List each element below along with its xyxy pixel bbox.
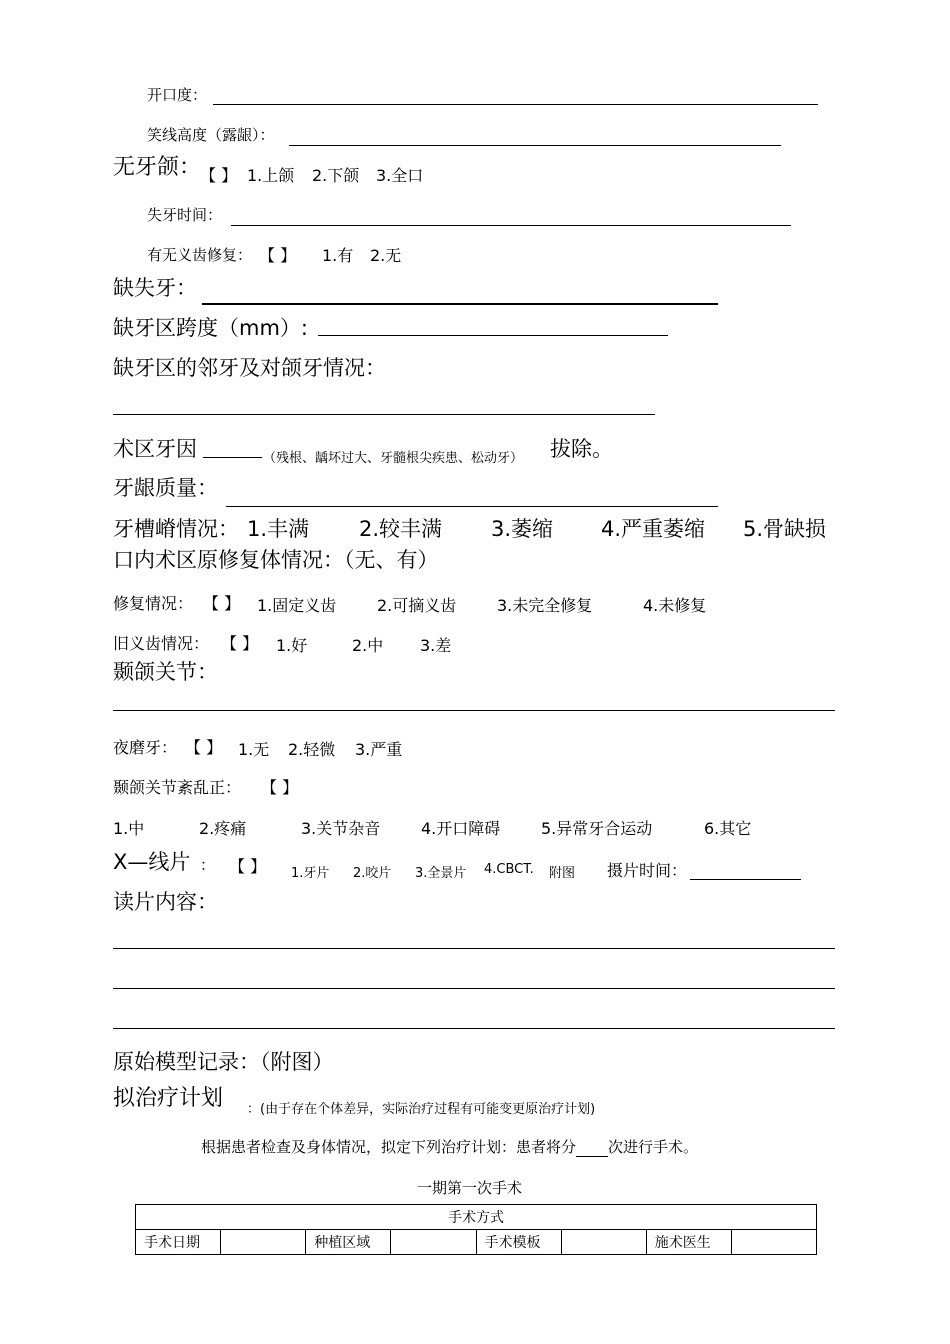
surgeon-cell[interactable] xyxy=(731,1230,816,1255)
xray-option: 2.咬片 xyxy=(353,866,392,881)
restoration-status-bracket[interactable]: 【 】 xyxy=(203,594,241,613)
tmj-disorder-bracket[interactable]: 【 】 xyxy=(261,778,299,797)
smile-line-label: 笑线高度（露龈）： xyxy=(147,126,275,144)
treatment-plan-sentence-suffix: 次进行手术。 xyxy=(608,1138,699,1156)
model-record-label: 原始模型记录：（附图） xyxy=(113,1050,334,1074)
old-denture-label: 旧义齿情况： xyxy=(113,634,210,653)
adjacent-teeth-field[interactable] xyxy=(113,414,655,415)
reading-label: 读片内容： xyxy=(113,890,218,914)
restoration-status-label: 修复情况： xyxy=(113,594,194,613)
extraction-prefix: 术区牙因 xyxy=(113,437,197,461)
mouth-opening-field[interactable] xyxy=(213,104,818,105)
xray-time-field[interactable] xyxy=(690,879,801,880)
denture-option: 1.有 xyxy=(322,246,354,265)
surgical-template-cell[interactable] xyxy=(561,1230,646,1255)
gap-span-label: 缺牙区跨度（mm）: xyxy=(113,316,308,340)
mouth-opening-label: 开口度： xyxy=(147,86,208,104)
xray-time-label: 摄片时间： xyxy=(607,861,688,880)
denture-option: 2.无 xyxy=(370,246,402,265)
bruxism-bracket[interactable]: 【 】 xyxy=(185,738,223,757)
surgery-date-label: 手术日期 xyxy=(136,1230,221,1255)
alveolar-ridge-option: 5.骨缺损 xyxy=(743,517,827,541)
denture-label: 有无义齿修复： xyxy=(147,246,253,264)
bruxism-option: 2.轻微 xyxy=(288,740,336,759)
alveolar-ridge-option: 1.丰满 xyxy=(247,517,310,541)
xray-option: 3.全景片 xyxy=(415,866,467,881)
missing-teeth-field[interactable] xyxy=(202,303,718,305)
implant-area-label: 种植区域 xyxy=(306,1230,391,1255)
edentulous-bracket[interactable]: 【 】 xyxy=(200,166,238,185)
treatment-plan-label: 拟治疗计划 xyxy=(113,1086,224,1111)
reading-line[interactable] xyxy=(113,988,835,989)
xray-label: X—线片 xyxy=(113,850,191,874)
old-denture-option: 1.好 xyxy=(276,636,308,655)
surgical-template-label: 手术模板 xyxy=(476,1230,561,1255)
surgery-count-field[interactable] xyxy=(576,1138,608,1157)
gap-span-field[interactable] xyxy=(318,335,668,336)
tmj-disorder-label: 颞颌关节紊乱正： xyxy=(113,778,242,797)
implant-area-cell[interactable] xyxy=(391,1230,476,1255)
edentulous-label: 无牙颌： xyxy=(113,155,202,180)
restoration-status-option: 1.固定义齿 xyxy=(257,596,337,615)
missing-teeth-label: 缺失牙： xyxy=(113,276,197,300)
tmj-field[interactable] xyxy=(113,710,835,711)
extraction-suffix: 拔除。 xyxy=(550,437,613,461)
gum-quality-field[interactable] xyxy=(226,506,718,507)
alveolar-ridge-option: 3.萎缩 xyxy=(491,517,554,541)
surgery-table xyxy=(135,1204,817,1255)
edentulous-option: 1.上颌 xyxy=(247,166,295,185)
original-restoration-label: 口内术区原修复体情况：（无、有） xyxy=(113,548,439,572)
xray-colon: ： xyxy=(200,856,216,874)
restoration-status-option: 4.未修复 xyxy=(643,596,707,615)
xray-option: 1.牙片 xyxy=(291,866,330,881)
bruxism-option: 1.无 xyxy=(238,740,270,759)
surgery-date-cell[interactable] xyxy=(221,1230,306,1255)
edentulous-option: 3.全口 xyxy=(376,166,424,185)
tooth-loss-time-field[interactable] xyxy=(231,225,791,226)
reading-line[interactable] xyxy=(113,948,835,949)
xray-bracket[interactable]: 【 】 xyxy=(229,857,267,876)
adjacent-teeth-label: 缺牙区的邻牙及对颌牙情况： xyxy=(113,356,386,380)
alveolar-ridge-option: 4.严重萎缩 xyxy=(601,517,706,541)
alveolar-ridge-label: 牙槽嵴情况： xyxy=(113,517,239,541)
tmj-label: 颞颌关节： xyxy=(113,660,218,684)
edentulous-option: 2.下颌 xyxy=(312,166,360,185)
tmj-disorder-option: 1.中 xyxy=(113,819,145,838)
bruxism-label: 夜磨牙： xyxy=(113,738,178,757)
tmj-disorder-option: 3.关节杂音 xyxy=(301,819,381,838)
tmj-disorder-option: 2.疼痛 xyxy=(199,819,247,838)
extraction-field[interactable] xyxy=(203,457,262,458)
treatment-plan-note: ：(由于存在个体差异，实际治疗过程有可能变更原治疗计划) xyxy=(247,1102,596,1117)
smile-line-field[interactable] xyxy=(289,145,781,146)
extraction-reasons: （残根、龋坏过大、牙髓根尖疾患、松动牙） xyxy=(263,451,524,466)
denture-bracket[interactable]: 【 】 xyxy=(259,246,297,265)
surgery-table-title: 一期第一次手术 xyxy=(417,1179,523,1197)
tmj-disorder-option: 6.其它 xyxy=(704,819,752,838)
reading-line[interactable] xyxy=(113,1028,835,1029)
xray-option: 附图 xyxy=(549,866,576,881)
gum-quality-label: 牙龈质量： xyxy=(113,476,218,500)
restoration-status-option: 2.可摘义齿 xyxy=(377,596,457,615)
surgery-method-header: 手术方式 xyxy=(136,1205,817,1230)
restoration-status-option: 3.未完全修复 xyxy=(497,596,593,615)
old-denture-option: 3.差 xyxy=(420,636,452,655)
old-denture-option: 2.中 xyxy=(352,636,384,655)
xray-option: 4.CBCT. xyxy=(484,862,534,877)
treatment-plan-sentence xyxy=(201,1136,698,1157)
treatment-plan-sentence-prefix: 根据患者检查及身体情况，拟定下列治疗计划：患者将分 xyxy=(201,1138,577,1156)
tooth-loss-time-label: 失牙时间： xyxy=(147,206,223,224)
tmj-disorder-option: 5.异常牙合运动 xyxy=(541,819,653,838)
old-denture-bracket[interactable]: 【 】 xyxy=(221,634,259,653)
surgeon-label: 施术医生 xyxy=(646,1230,731,1255)
bruxism-option: 3.严重 xyxy=(355,740,403,759)
tmj-disorder-option: 4.开口障碍 xyxy=(421,819,501,838)
alveolar-ridge-option: 2.较丰满 xyxy=(359,517,443,541)
